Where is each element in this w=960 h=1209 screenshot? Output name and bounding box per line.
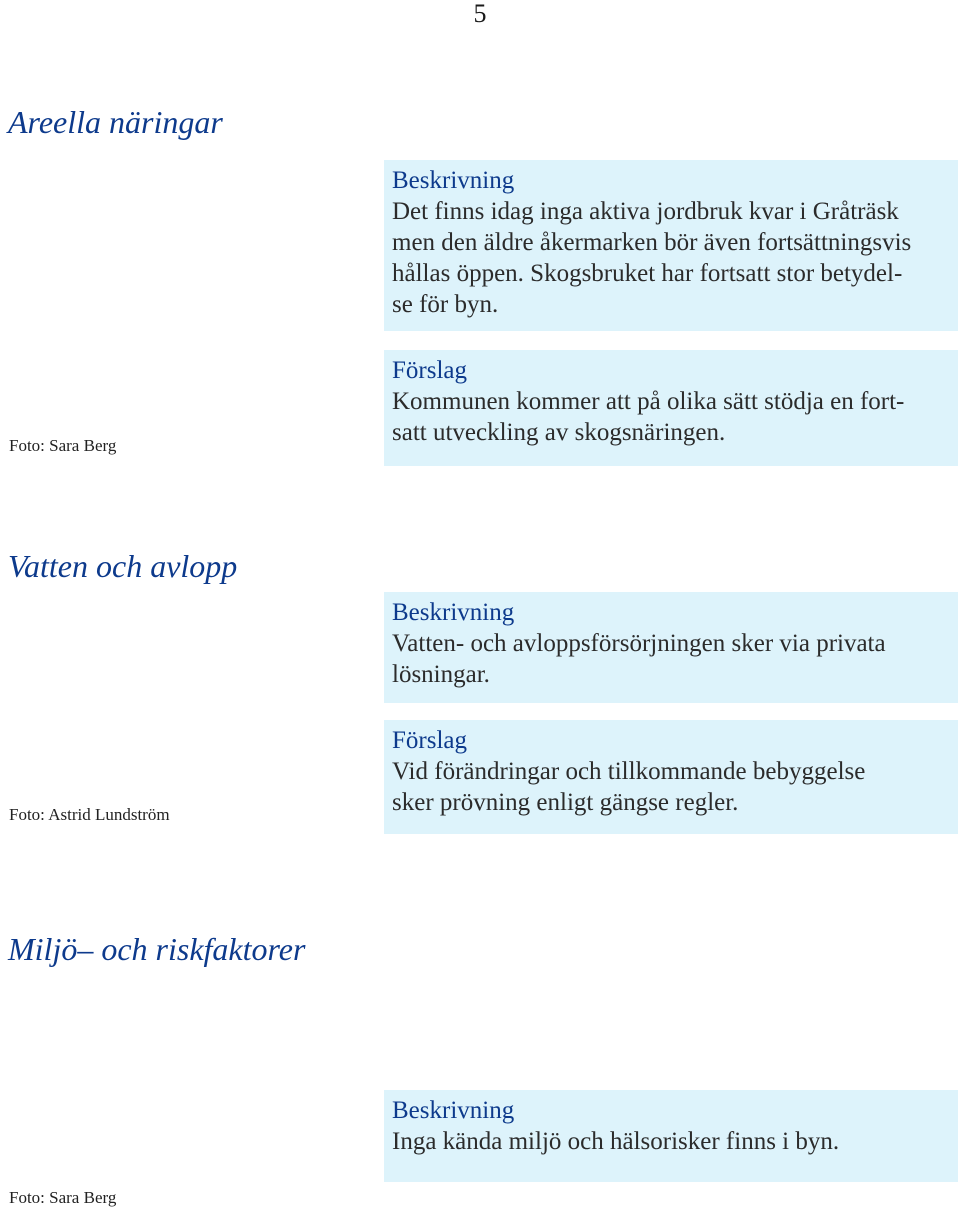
box-text-line: Kommunen kommer att på olika sätt stödja en fort- bbox=[392, 388, 905, 415]
page-number: 5 bbox=[473, 0, 487, 28]
box-text-line: Det finns idag inga aktiva jordbruk kvar i Gråträsk bbox=[392, 198, 899, 225]
box-text-line: hållas öppen. Skogsbruket har fortsatt stor betydel- bbox=[392, 260, 903, 287]
box-text-line: sker prövning enligt gängse regler. bbox=[392, 789, 739, 816]
box-text-line: lösningar. bbox=[392, 661, 490, 688]
description-box bbox=[384, 1090, 958, 1182]
section-title-miljo-och-riskfaktorer: Miljö– och riskfaktorer bbox=[8, 931, 306, 967]
box-text-line: se för byn. bbox=[392, 291, 499, 318]
photo-credit: Foto: Astrid Lundström bbox=[9, 805, 170, 824]
box-heading: Beskrivning bbox=[392, 599, 515, 626]
photo-credit: Foto: Sara Berg bbox=[9, 1188, 117, 1207]
box-text-line: satt utveckling av skogsnäringen. bbox=[392, 419, 726, 446]
box-text-line: Vid förändringar och tillkommande bebyggelse bbox=[392, 758, 866, 785]
proposal-box bbox=[384, 350, 958, 466]
box-heading: Förslag bbox=[392, 727, 467, 754]
description-box bbox=[384, 592, 958, 703]
section-title-vatten-och-avlopp: Vatten och avlopp bbox=[8, 548, 238, 584]
box-heading: Beskrivning bbox=[392, 167, 515, 194]
proposal-box bbox=[384, 720, 958, 834]
box-text-line: men den äldre åkermarken bör även fortsättningsvis bbox=[392, 229, 912, 256]
box-heading: Förslag bbox=[392, 357, 467, 384]
photo-credit: Foto: Sara Berg bbox=[9, 436, 117, 455]
box-text-line: Vatten- och avloppsförsörjningen sker via privata bbox=[392, 630, 886, 657]
description-box bbox=[384, 160, 958, 331]
box-heading: Beskrivning bbox=[392, 1097, 515, 1124]
section-title-areella-naringar: Areella näringar bbox=[8, 104, 223, 140]
box-text-line: Inga kända miljö och hälsorisker finns i byn. bbox=[392, 1128, 840, 1155]
